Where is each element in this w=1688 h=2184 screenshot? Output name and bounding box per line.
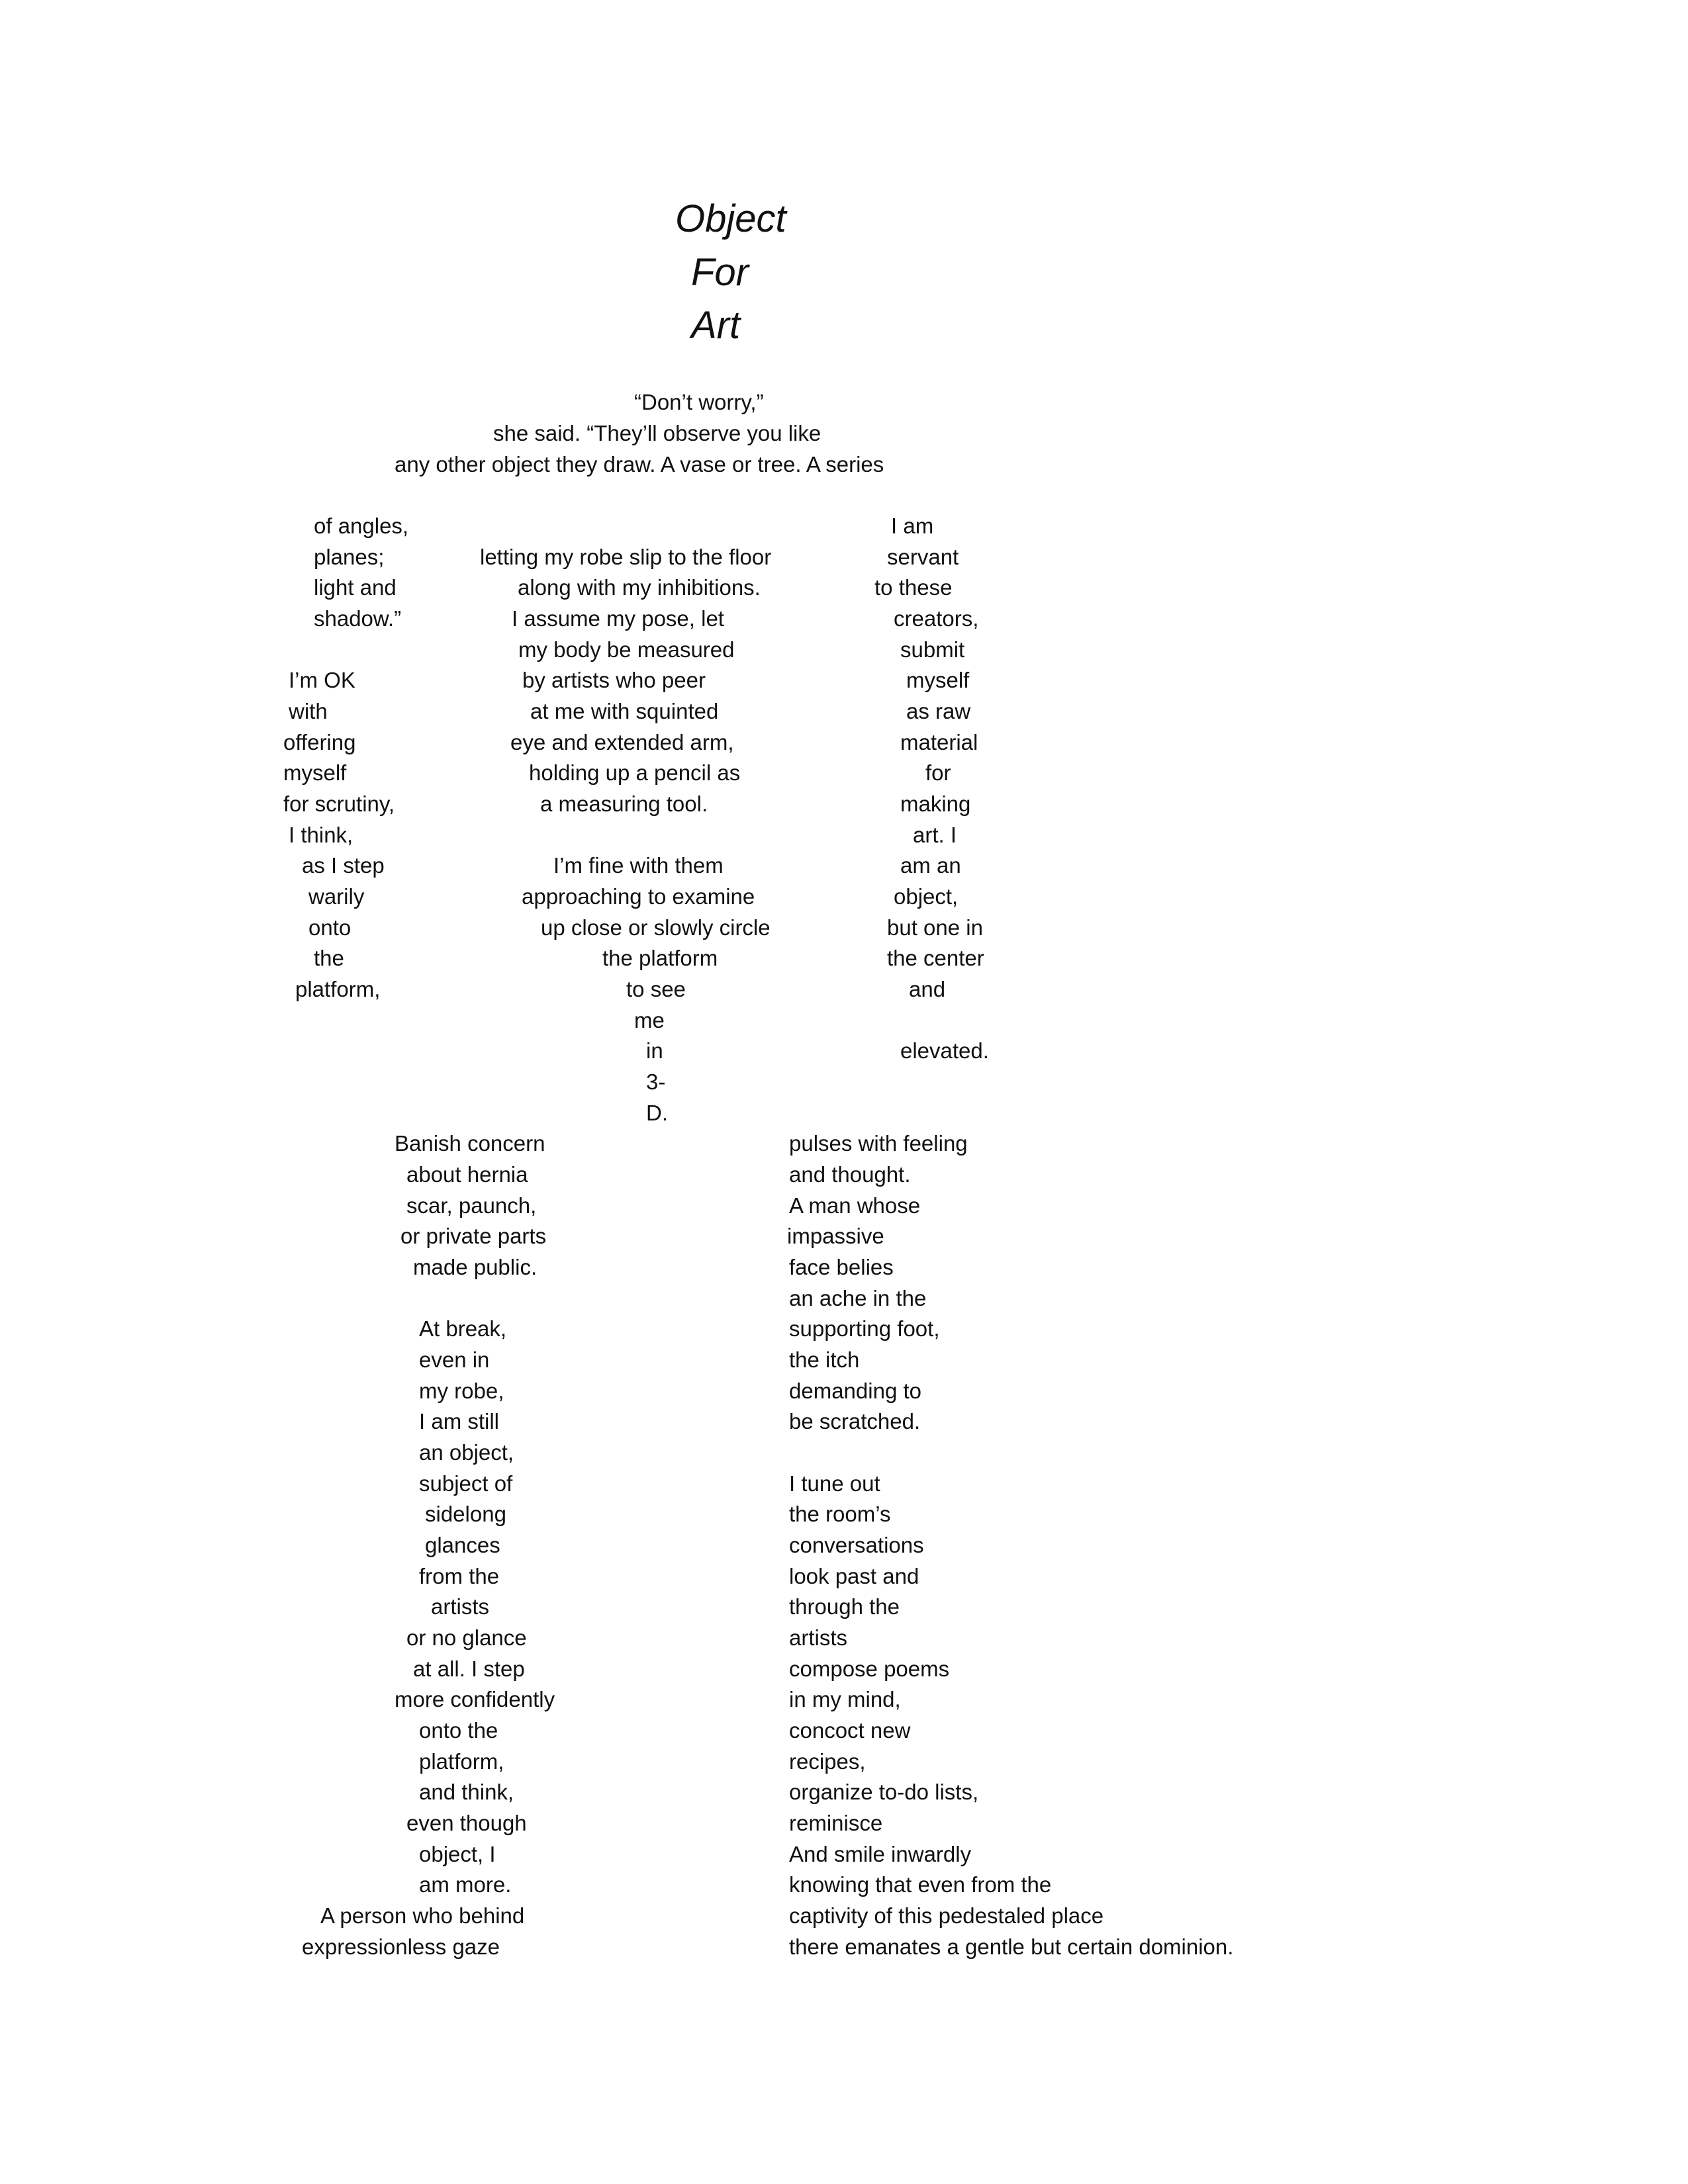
poem-line: material: [900, 730, 978, 754]
poem-line: platform,: [419, 1749, 504, 1774]
poem-line: be scratched.: [789, 1409, 921, 1433]
poem-line: I think,: [289, 823, 353, 847]
poem-line: even though: [406, 1811, 527, 1835]
poem-line: planes;: [314, 545, 385, 569]
poem-line: glances: [425, 1533, 500, 1557]
poem-line: the: [314, 946, 344, 970]
poem-line: look past and: [789, 1564, 919, 1588]
poem-line: letting my robe slip to the floor: [480, 545, 772, 569]
poem-line: knowing that even from the: [789, 1872, 1052, 1897]
poem-line: A man whose: [789, 1193, 921, 1218]
poem-line: organize to-do lists,: [789, 1780, 979, 1804]
poem-line: a measuring tool.: [540, 792, 708, 816]
poem-line: of angles,: [314, 514, 409, 538]
title-line-3: Art: [691, 304, 741, 347]
poem-line: along with my inhibitions.: [518, 575, 761, 600]
poem-line: onto: [308, 915, 352, 940]
poem-line: eye and extended arm,: [510, 730, 734, 754]
poem-line: impassive: [787, 1224, 884, 1248]
poem-line: the room’s: [789, 1502, 891, 1526]
poem-line: in: [646, 1038, 663, 1063]
poem-line: concoct new: [789, 1718, 911, 1743]
poem-line: from the: [419, 1564, 500, 1588]
poem-line: scar, paunch,: [406, 1193, 537, 1218]
poem-line: conversations: [789, 1533, 924, 1557]
poem-line: me: [634, 1008, 665, 1032]
poem-line: an object,: [419, 1440, 514, 1465]
poem-line: shadow.”: [314, 606, 402, 631]
poem-line: to these: [874, 575, 953, 600]
poem-line: I am still: [419, 1409, 500, 1433]
poem-line: the center: [887, 946, 984, 970]
poem-line: creators,: [894, 606, 979, 631]
poem-line: as I step: [302, 853, 385, 878]
poem-line: sidelong: [425, 1502, 506, 1526]
poem-line: artists: [789, 1625, 848, 1650]
poem-line: am more.: [419, 1872, 512, 1897]
poem-line: made public.: [413, 1255, 538, 1279]
poem-line: I’m OK: [289, 668, 355, 692]
poem-line: and thought.: [789, 1162, 911, 1187]
poem-line: elevated.: [900, 1038, 989, 1063]
poem-line: D.: [646, 1101, 668, 1125]
poem-line: pulses with feeling: [789, 1131, 968, 1156]
poem-line: servant: [887, 545, 959, 569]
poem-line: captivity of this pedestaled place: [789, 1903, 1104, 1928]
poem-line: I’m fine with them: [553, 853, 724, 878]
intro-line: she said. “They’ll observe you like: [493, 421, 821, 445]
poem-line: up close or slowly circle: [541, 915, 771, 940]
poem-line: in my mind,: [789, 1687, 901, 1711]
poem-line: object, I: [419, 1842, 496, 1866]
poem-line: recipes,: [789, 1749, 866, 1774]
poem-line: face belies: [789, 1255, 894, 1279]
poem-line: to see: [626, 977, 686, 1001]
poem-line: and think,: [419, 1780, 514, 1804]
poem-line: by artists who peer: [522, 668, 706, 692]
poem-line: for scrutiny,: [283, 792, 395, 816]
poem-line: for: [925, 760, 951, 785]
poem-line: at me with squinted: [530, 699, 719, 723]
poem-line: am an: [900, 853, 961, 878]
poem-line: A person who behind: [320, 1903, 525, 1928]
poem-line: or no glance: [406, 1625, 527, 1650]
poem-line: an ache in the: [789, 1286, 927, 1310]
poem-line: And smile inwardly: [789, 1842, 972, 1866]
poem-line: through the: [789, 1594, 900, 1619]
poem-line: I assume my pose, let: [512, 606, 724, 631]
title-line-1: Object: [675, 197, 786, 240]
poem-line: with: [289, 699, 328, 723]
poem-line: supporting foot,: [789, 1316, 940, 1341]
poem-line: Banish concern: [395, 1131, 545, 1156]
poem-line: even in: [419, 1347, 490, 1372]
poem-line: compose poems: [789, 1657, 950, 1681]
poem-line: at all. I step: [413, 1657, 525, 1681]
poem-line: submit: [900, 637, 965, 662]
poem-line: object,: [894, 884, 959, 909]
poem-line: expressionless gaze: [302, 1934, 500, 1959]
intro-line: any other object they draw. A vase or tree. A series: [395, 452, 884, 477]
poem-line: more confidently: [395, 1687, 555, 1711]
poem-line: holding up a pencil as: [529, 760, 741, 785]
poem-line: platform,: [295, 977, 381, 1001]
poem-line: light and: [314, 575, 397, 600]
poem-line: warily: [308, 884, 365, 909]
poem-line: onto the: [419, 1718, 498, 1743]
poem-line: 3-: [646, 1069, 666, 1094]
poem-line: offering: [283, 730, 356, 754]
poem-line: approaching to examine: [522, 884, 755, 909]
poem-line: reminisce: [789, 1811, 883, 1835]
poem-line: the platform: [602, 946, 718, 970]
poem-line: about hernia: [406, 1162, 528, 1187]
poem-line: or private parts: [400, 1224, 547, 1248]
poem-line: artists: [431, 1594, 490, 1619]
poem-line: subject of: [419, 1471, 513, 1496]
poem-line: art. I: [913, 823, 957, 847]
poem-line: my body be measured: [518, 637, 735, 662]
intro-line: “Don’t worry,”: [634, 390, 764, 414]
poem-line: I am: [891, 514, 934, 538]
poem-line: demanding to: [789, 1379, 921, 1403]
poem-line: myself: [906, 668, 970, 692]
poem-line: and: [909, 977, 946, 1001]
title-line-2: For: [691, 251, 749, 294]
poem-line: At break,: [419, 1316, 507, 1341]
poem-line: as raw: [906, 699, 971, 723]
poem-line: my robe,: [419, 1379, 504, 1403]
poem-line: the itch: [789, 1347, 860, 1372]
poem-line: but one in: [887, 915, 983, 940]
poem-line: myself: [283, 760, 347, 785]
poem-line: there emanates a gentle but certain dominion.: [789, 1934, 1234, 1959]
poem-line: making: [900, 792, 971, 816]
poem-line: I tune out: [789, 1471, 880, 1496]
